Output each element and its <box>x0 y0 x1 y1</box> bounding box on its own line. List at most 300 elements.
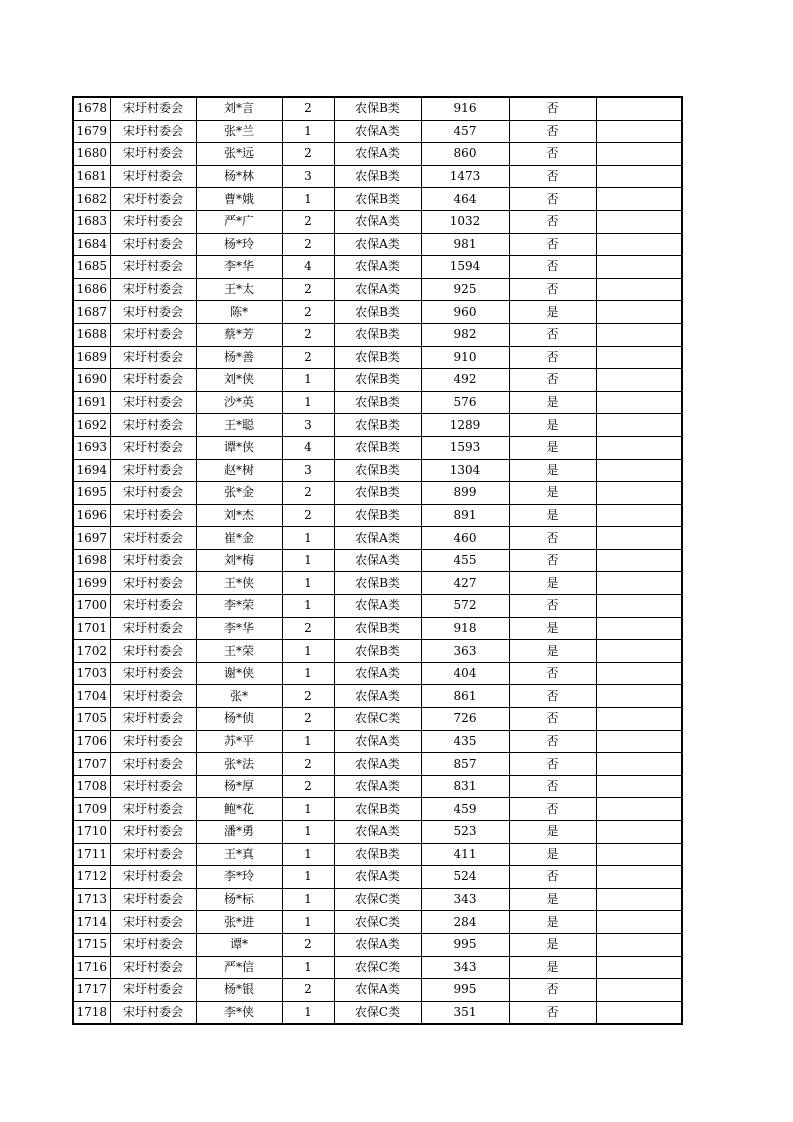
table-row <box>73 278 682 301</box>
amount-cell: 891 <box>421 504 509 527</box>
village-committee-cell: 宋圩村委会 <box>110 549 196 572</box>
remarks-cell <box>596 278 682 301</box>
person-name-cell: 王*侠 <box>196 572 282 595</box>
remarks-cell <box>596 120 682 143</box>
row-number-cell: 1701 <box>73 617 110 640</box>
table-row <box>73 346 682 369</box>
person-name-cell: 崔*金 <box>196 527 282 550</box>
remarks-cell <box>596 233 682 256</box>
remarks-cell <box>596 843 682 866</box>
household-count-cell: 3 <box>282 414 334 437</box>
remarks-cell <box>596 595 682 618</box>
row-number-cell: 1706 <box>73 730 110 753</box>
amount-cell: 572 <box>421 595 509 618</box>
household-count-cell: 3 <box>282 459 334 482</box>
status-flag-cell: 是 <box>509 572 596 595</box>
person-name-cell: 杨*标 <box>196 888 282 911</box>
status-flag-cell: 否 <box>509 210 596 233</box>
row-number-cell: 1707 <box>73 753 110 776</box>
insurance-category-cell: 农保B类 <box>334 188 421 211</box>
amount-cell: 960 <box>421 301 509 324</box>
person-name-cell: 张*远 <box>196 143 282 166</box>
table-row <box>73 120 682 143</box>
table-row <box>73 97 682 120</box>
amount-cell: 1289 <box>421 414 509 437</box>
village-committee-cell: 宋圩村委会 <box>110 165 196 188</box>
amount-cell: 459 <box>421 798 509 821</box>
status-flag-cell: 否 <box>509 120 596 143</box>
household-count-cell: 2 <box>282 753 334 776</box>
table-row <box>73 414 682 437</box>
status-flag-cell: 是 <box>509 414 596 437</box>
household-count-cell: 1 <box>282 956 334 979</box>
status-flag-cell: 否 <box>509 662 596 685</box>
village-committee-cell: 宋圩村委会 <box>110 1001 196 1024</box>
insurance-category-cell: 农保A类 <box>334 549 421 572</box>
insurance-category-cell: 农保A类 <box>334 685 421 708</box>
insurance-category-cell: 农保B类 <box>334 369 421 392</box>
table-row <box>73 233 682 256</box>
village-committee-cell: 宋圩村委会 <box>110 730 196 753</box>
amount-cell: 982 <box>421 323 509 346</box>
table-row <box>73 549 682 572</box>
person-name-cell: 杨*林 <box>196 165 282 188</box>
remarks-cell <box>596 933 682 956</box>
insurance-category-cell: 农保B类 <box>334 504 421 527</box>
insurance-category-cell: 农保A类 <box>334 866 421 889</box>
remarks-cell <box>596 730 682 753</box>
status-flag-cell: 是 <box>509 504 596 527</box>
status-flag-cell: 否 <box>509 527 596 550</box>
row-number-cell: 1698 <box>73 549 110 572</box>
remarks-cell <box>596 572 682 595</box>
household-count-cell: 2 <box>282 97 334 120</box>
remarks-cell <box>596 97 682 120</box>
insurance-category-cell: 农保A类 <box>334 210 421 233</box>
row-number-cell: 1694 <box>73 459 110 482</box>
village-committee-cell: 宋圩村委会 <box>110 527 196 550</box>
village-committee-cell: 宋圩村委会 <box>110 233 196 256</box>
remarks-cell <box>596 256 682 279</box>
amount-cell: 995 <box>421 933 509 956</box>
village-committee-cell: 宋圩村委会 <box>110 436 196 459</box>
insurance-category-cell: 农保A类 <box>334 120 421 143</box>
insurance-category-cell: 农保A类 <box>334 527 421 550</box>
remarks-cell <box>596 753 682 776</box>
village-committee-cell: 宋圩村委会 <box>110 708 196 731</box>
row-number-cell: 1702 <box>73 640 110 663</box>
village-committee-cell: 宋圩村委会 <box>110 798 196 821</box>
person-name-cell: 谢*侠 <box>196 662 282 685</box>
remarks-cell <box>596 436 682 459</box>
table-row <box>73 1001 682 1024</box>
village-committee-cell: 宋圩村委会 <box>110 595 196 618</box>
amount-cell: 411 <box>421 843 509 866</box>
remarks-cell <box>596 188 682 211</box>
status-flag-cell: 是 <box>509 911 596 934</box>
insurance-category-cell: 农保A类 <box>334 233 421 256</box>
person-name-cell: 王*聪 <box>196 414 282 437</box>
status-flag-cell: 是 <box>509 617 596 640</box>
amount-cell: 1593 <box>421 436 509 459</box>
status-flag-cell: 否 <box>509 278 596 301</box>
status-flag-cell: 是 <box>509 933 596 956</box>
row-number-cell: 1696 <box>73 504 110 527</box>
remarks-cell <box>596 482 682 505</box>
status-flag-cell: 否 <box>509 97 596 120</box>
row-number-cell: 1684 <box>73 233 110 256</box>
table-row <box>73 572 682 595</box>
amount-cell: 857 <box>421 753 509 776</box>
amount-cell: 284 <box>421 911 509 934</box>
table-row <box>73 301 682 324</box>
village-committee-cell: 宋圩村委会 <box>110 933 196 956</box>
row-number-cell: 1713 <box>73 888 110 911</box>
status-flag-cell: 是 <box>509 956 596 979</box>
remarks-cell <box>596 165 682 188</box>
insurance-category-cell: 农保B类 <box>334 459 421 482</box>
row-number-cell: 1709 <box>73 798 110 821</box>
village-committee-cell: 宋圩村委会 <box>110 323 196 346</box>
row-number-cell: 1682 <box>73 188 110 211</box>
village-committee-cell: 宋圩村委会 <box>110 753 196 776</box>
household-count-cell: 1 <box>282 821 334 844</box>
village-committee-cell: 宋圩村委会 <box>110 866 196 889</box>
remarks-cell <box>596 617 682 640</box>
household-count-cell: 1 <box>282 730 334 753</box>
household-count-cell: 2 <box>282 504 334 527</box>
insurance-category-cell: 农保A类 <box>334 662 421 685</box>
amount-cell: 861 <box>421 685 509 708</box>
person-name-cell: 王*真 <box>196 843 282 866</box>
row-number-cell: 1681 <box>73 165 110 188</box>
table-row <box>73 482 682 505</box>
person-name-cell: 苏*平 <box>196 730 282 753</box>
row-number-cell: 1717 <box>73 979 110 1002</box>
status-flag-cell: 是 <box>509 482 596 505</box>
remarks-cell <box>596 527 682 550</box>
village-committee-cell: 宋圩村委会 <box>110 459 196 482</box>
row-number-cell: 1703 <box>73 662 110 685</box>
household-count-cell: 1 <box>282 527 334 550</box>
remarks-cell <box>596 775 682 798</box>
row-number-cell: 1692 <box>73 414 110 437</box>
household-count-cell: 1 <box>282 662 334 685</box>
row-number-cell: 1689 <box>73 346 110 369</box>
person-name-cell: 杨*厚 <box>196 775 282 798</box>
village-committee-cell: 宋圩村委会 <box>110 685 196 708</box>
person-name-cell: 王*太 <box>196 278 282 301</box>
amount-cell: 576 <box>421 391 509 414</box>
remarks-cell <box>596 414 682 437</box>
insurance-category-cell: 农保C类 <box>334 956 421 979</box>
insurance-category-cell: 农保B类 <box>334 572 421 595</box>
village-committee-cell: 宋圩村委会 <box>110 391 196 414</box>
household-count-cell: 1 <box>282 640 334 663</box>
row-number-cell: 1710 <box>73 821 110 844</box>
household-count-cell: 1 <box>282 572 334 595</box>
remarks-cell <box>596 888 682 911</box>
household-count-cell: 1 <box>282 120 334 143</box>
insurance-category-cell: 农保A类 <box>334 278 421 301</box>
amount-cell: 457 <box>421 120 509 143</box>
row-number-cell: 1693 <box>73 436 110 459</box>
status-flag-cell: 否 <box>509 730 596 753</box>
insurance-category-cell: 农保C类 <box>334 1001 421 1024</box>
status-flag-cell: 否 <box>509 188 596 211</box>
person-name-cell: 李*荣 <box>196 595 282 618</box>
village-committee-cell: 宋圩村委会 <box>110 256 196 279</box>
row-number-cell: 1711 <box>73 843 110 866</box>
table-row <box>73 933 682 956</box>
household-count-cell: 1 <box>282 595 334 618</box>
table-row <box>73 436 682 459</box>
amount-cell: 831 <box>421 775 509 798</box>
table-row <box>73 798 682 821</box>
household-count-cell: 1 <box>282 866 334 889</box>
remarks-cell <box>596 143 682 166</box>
amount-cell: 916 <box>421 97 509 120</box>
row-number-cell: 1715 <box>73 933 110 956</box>
insurance-category-cell: 农保B类 <box>334 436 421 459</box>
village-committee-cell: 宋圩村委会 <box>110 301 196 324</box>
village-committee-cell: 宋圩村委会 <box>110 617 196 640</box>
amount-cell: 1594 <box>421 256 509 279</box>
village-committee-cell: 宋圩村委会 <box>110 188 196 211</box>
household-count-cell: 1 <box>282 369 334 392</box>
status-flag-cell: 否 <box>509 979 596 1002</box>
remarks-cell <box>596 662 682 685</box>
table-row <box>73 188 682 211</box>
insurance-category-cell: 农保C类 <box>334 888 421 911</box>
insurance-category-cell: 农保B类 <box>334 301 421 324</box>
remarks-cell <box>596 685 682 708</box>
status-flag-cell: 否 <box>509 369 596 392</box>
village-committee-cell: 宋圩村委会 <box>110 482 196 505</box>
amount-cell: 1473 <box>421 165 509 188</box>
insurance-category-cell: 农保A类 <box>334 256 421 279</box>
table-row <box>73 956 682 979</box>
household-count-cell: 2 <box>282 617 334 640</box>
remarks-cell <box>596 956 682 979</box>
person-name-cell: 潘*勇 <box>196 821 282 844</box>
row-number-cell: 1691 <box>73 391 110 414</box>
insurance-category-cell: 农保A类 <box>334 595 421 618</box>
remarks-cell <box>596 391 682 414</box>
household-count-cell: 1 <box>282 798 334 821</box>
status-flag-cell: 否 <box>509 798 596 821</box>
insurance-category-cell: 农保B类 <box>334 97 421 120</box>
remarks-cell <box>596 911 682 934</box>
row-number-cell: 1678 <box>73 97 110 120</box>
row-number-cell: 1714 <box>73 911 110 934</box>
row-number-cell: 1690 <box>73 369 110 392</box>
insurance-category-cell: 农保A类 <box>334 775 421 798</box>
person-name-cell: 鲍*花 <box>196 798 282 821</box>
status-flag-cell: 是 <box>509 436 596 459</box>
status-flag-cell: 否 <box>509 1001 596 1024</box>
row-number-cell: 1700 <box>73 595 110 618</box>
household-count-cell: 1 <box>282 843 334 866</box>
household-count-cell: 1 <box>282 391 334 414</box>
person-name-cell: 谭*侠 <box>196 436 282 459</box>
status-flag-cell: 否 <box>509 866 596 889</box>
status-flag-cell: 否 <box>509 685 596 708</box>
table-row <box>73 979 682 1002</box>
village-committee-cell: 宋圩村委会 <box>110 120 196 143</box>
remarks-cell <box>596 1001 682 1024</box>
remarks-cell <box>596 301 682 324</box>
household-count-cell: 2 <box>282 933 334 956</box>
person-name-cell: 沙*英 <box>196 391 282 414</box>
row-number-cell: 1705 <box>73 708 110 731</box>
amount-cell: 363 <box>421 640 509 663</box>
status-flag-cell: 否 <box>509 346 596 369</box>
insurance-category-cell: 农保C类 <box>334 708 421 731</box>
person-name-cell: 刘*杰 <box>196 504 282 527</box>
status-flag-cell: 是 <box>509 843 596 866</box>
remarks-cell <box>596 210 682 233</box>
table-row <box>73 527 682 550</box>
status-flag-cell: 否 <box>509 323 596 346</box>
amount-cell: 899 <box>421 482 509 505</box>
status-flag-cell: 是 <box>509 821 596 844</box>
table-row <box>73 617 682 640</box>
insurance-category-cell: 农保A类 <box>334 979 421 1002</box>
amount-cell: 343 <box>421 956 509 979</box>
insurance-category-cell: 农保B类 <box>334 346 421 369</box>
amount-cell: 351 <box>421 1001 509 1024</box>
row-number-cell: 1718 <box>73 1001 110 1024</box>
row-number-cell: 1716 <box>73 956 110 979</box>
amount-cell: 427 <box>421 572 509 595</box>
amount-cell: 343 <box>421 888 509 911</box>
status-flag-cell: 否 <box>509 549 596 572</box>
person-name-cell: 赵*树 <box>196 459 282 482</box>
status-flag-cell: 是 <box>509 888 596 911</box>
household-count-cell: 2 <box>282 233 334 256</box>
table-row <box>73 256 682 279</box>
amount-cell: 455 <box>421 549 509 572</box>
insurance-category-cell: 农保A类 <box>334 730 421 753</box>
table-row <box>73 753 682 776</box>
person-name-cell: 张* <box>196 685 282 708</box>
status-flag-cell: 否 <box>509 708 596 731</box>
person-name-cell: 严*信 <box>196 956 282 979</box>
person-name-cell: 杨*玲 <box>196 233 282 256</box>
table-row <box>73 391 682 414</box>
household-count-cell: 1 <box>282 1001 334 1024</box>
status-flag-cell: 否 <box>509 753 596 776</box>
household-count-cell: 2 <box>282 278 334 301</box>
remarks-cell <box>596 549 682 572</box>
household-count-cell: 3 <box>282 165 334 188</box>
row-number-cell: 1686 <box>73 278 110 301</box>
status-flag-cell: 是 <box>509 459 596 482</box>
person-name-cell: 刘*言 <box>196 97 282 120</box>
status-flag-cell: 否 <box>509 256 596 279</box>
table-row <box>73 685 682 708</box>
records-table-body <box>73 97 682 1024</box>
remarks-cell <box>596 640 682 663</box>
person-name-cell: 张*兰 <box>196 120 282 143</box>
amount-cell: 460 <box>421 527 509 550</box>
row-number-cell: 1679 <box>73 120 110 143</box>
table-row <box>73 888 682 911</box>
table-row <box>73 821 682 844</box>
table-row <box>73 775 682 798</box>
row-number-cell: 1704 <box>73 685 110 708</box>
village-committee-cell: 宋圩村委会 <box>110 662 196 685</box>
village-committee-cell: 宋圩村委会 <box>110 640 196 663</box>
table-row <box>73 640 682 663</box>
amount-cell: 1304 <box>421 459 509 482</box>
row-number-cell: 1697 <box>73 527 110 550</box>
household-count-cell: 2 <box>282 979 334 1002</box>
remarks-cell <box>596 798 682 821</box>
status-flag-cell: 是 <box>509 640 596 663</box>
household-count-cell: 2 <box>282 708 334 731</box>
person-name-cell: 杨*银 <box>196 979 282 1002</box>
row-number-cell: 1699 <box>73 572 110 595</box>
village-committee-cell: 宋圩村委会 <box>110 414 196 437</box>
remarks-cell <box>596 323 682 346</box>
insurance-category-cell: 农保B类 <box>334 482 421 505</box>
person-name-cell: 李*侠 <box>196 1001 282 1024</box>
amount-cell: 404 <box>421 662 509 685</box>
person-name-cell: 杨*侦 <box>196 708 282 731</box>
insurance-category-cell: 农保A类 <box>334 143 421 166</box>
amount-cell: 435 <box>421 730 509 753</box>
person-name-cell: 刘*侠 <box>196 369 282 392</box>
person-name-cell: 刘*梅 <box>196 549 282 572</box>
insurance-category-cell: 农保B类 <box>334 798 421 821</box>
household-count-cell: 2 <box>282 775 334 798</box>
remarks-cell <box>596 459 682 482</box>
household-count-cell: 2 <box>282 685 334 708</box>
table-row <box>73 911 682 934</box>
insurance-category-cell: 农保B类 <box>334 391 421 414</box>
amount-cell: 1032 <box>421 210 509 233</box>
row-number-cell: 1712 <box>73 866 110 889</box>
status-flag-cell: 否 <box>509 775 596 798</box>
village-committee-cell: 宋圩村委会 <box>110 369 196 392</box>
remarks-cell <box>596 979 682 1002</box>
person-name-cell: 曹*娥 <box>196 188 282 211</box>
row-number-cell: 1683 <box>73 210 110 233</box>
person-name-cell: 杨*善 <box>196 346 282 369</box>
village-committee-cell: 宋圩村委会 <box>110 210 196 233</box>
household-count-cell: 2 <box>282 323 334 346</box>
status-flag-cell: 否 <box>509 233 596 256</box>
table-row <box>73 866 682 889</box>
person-name-cell: 严*广 <box>196 210 282 233</box>
remarks-cell <box>596 708 682 731</box>
table-row <box>73 369 682 392</box>
person-name-cell: 谭* <box>196 933 282 956</box>
household-count-cell: 1 <box>282 549 334 572</box>
amount-cell: 860 <box>421 143 509 166</box>
amount-cell: 910 <box>421 346 509 369</box>
table-row <box>73 504 682 527</box>
village-committee-cell: 宋圩村委会 <box>110 843 196 866</box>
table-row <box>73 143 682 166</box>
village-committee-cell: 宋圩村委会 <box>110 956 196 979</box>
person-name-cell: 张*法 <box>196 753 282 776</box>
row-number-cell: 1688 <box>73 323 110 346</box>
remarks-cell <box>596 369 682 392</box>
village-committee-cell: 宋圩村委会 <box>110 888 196 911</box>
